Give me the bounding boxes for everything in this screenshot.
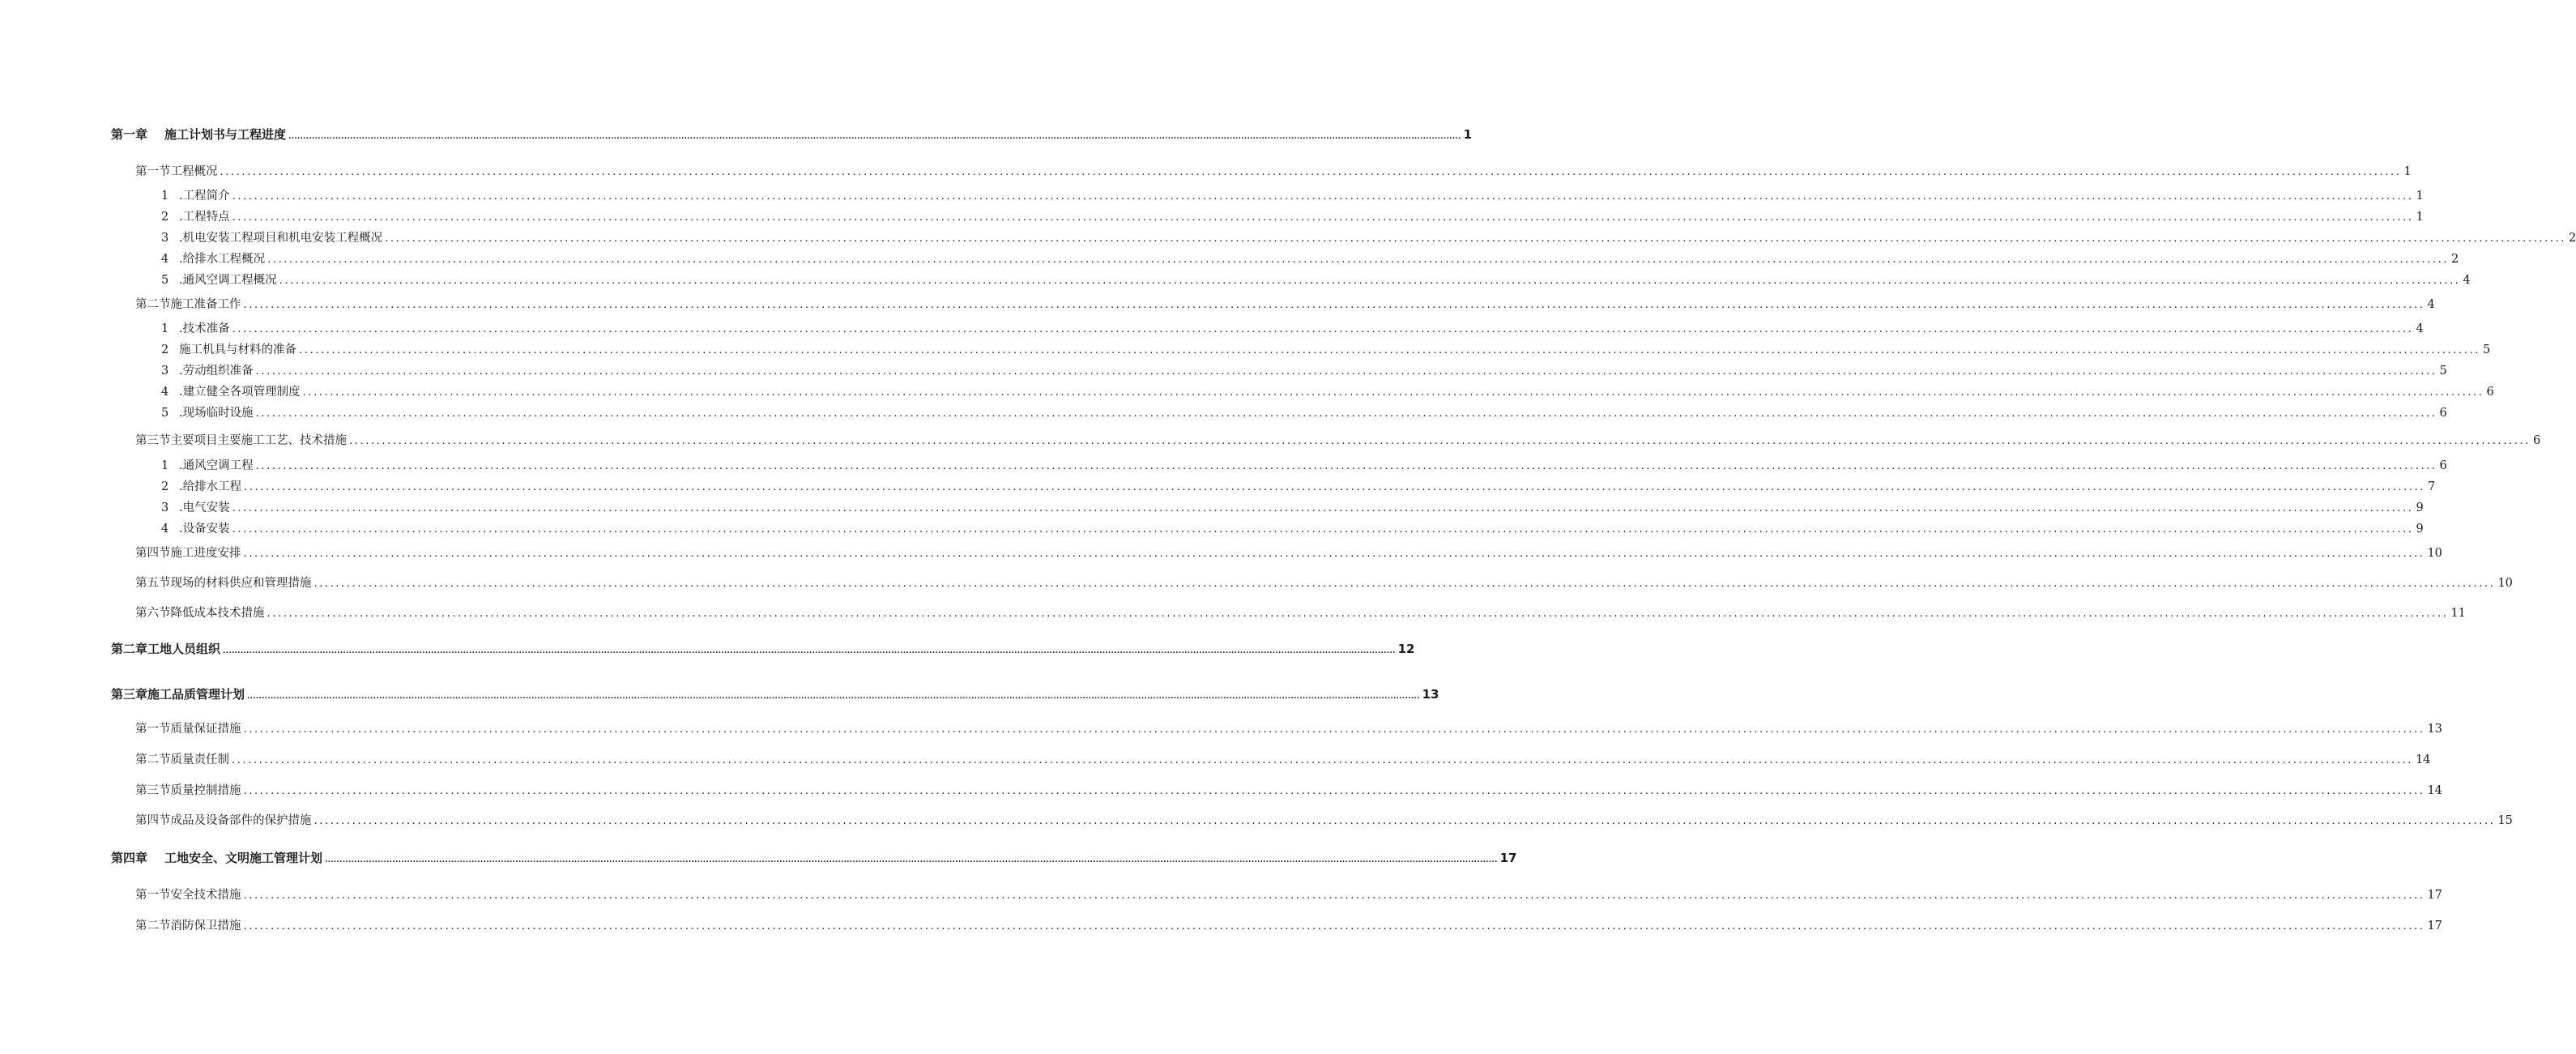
entry-title: 第一节工程概况 — [135, 165, 218, 178]
page-number: 14 — [2427, 784, 2442, 797]
page-number: 5 — [2439, 365, 2447, 378]
entry-title: 第四节施工进度安排 — [135, 547, 241, 560]
toc-entry-label — [161, 519, 230, 536]
toc-entry-item[interactable] — [161, 403, 2447, 420]
entry-title: 第六节降低成本技术措施 — [135, 607, 265, 620]
page-number: 1 — [2416, 211, 2424, 224]
dot-leader: ................................................................................................................................................................................................................................................................................................................................................................................................................ — [385, 233, 2567, 245]
toc-entry-label — [161, 271, 277, 288]
entry-title: 施工机具与材料的准备 — [179, 344, 296, 356]
dot-leader: ................................................................................................................................................................................................................................................................................................................................................................................................................ — [243, 548, 2425, 560]
dot-leader: ................................................................................................................................................................................................................................................................................................................................................................................................................ — [243, 723, 2425, 736]
toc-entry-label — [135, 604, 265, 621]
item-number: 4 — [161, 253, 169, 266]
entry-title: .技术准备 — [179, 322, 230, 335]
toc-entry-item[interactable] — [161, 186, 2424, 203]
toc-entry-label — [161, 382, 301, 399]
dot-leader: ................................................................................................................................................................................................................................................................................................................................................................................................................ — [302, 386, 2484, 399]
toc-entry-label — [161, 207, 230, 224]
entry-title: 第一节安全技术措施 — [135, 889, 241, 902]
dot-leader: ................................................................................................................................................................................................................................................................................................................................................................................................................ — [243, 920, 2425, 932]
entry-title: .机电安装工程项目和机电安装工程概况 — [179, 232, 383, 245]
entry-title: .劳动组织准备 — [179, 365, 254, 378]
toc-entry-item[interactable] — [161, 456, 2447, 473]
page-number: 15 — [2497, 814, 2513, 827]
page-number: 6 — [2439, 459, 2447, 472]
dot-leader: ................................................................................................................................................................................................................................................................................................................................................................................................................ — [232, 190, 2414, 203]
entry-title: 第四节成品及设备部件的保护措施 — [135, 814, 312, 827]
toc-entry-label — [135, 544, 241, 561]
page-number: 7 — [2428, 480, 2436, 493]
toc-entry-label — [161, 361, 254, 378]
toc-entry-label — [135, 750, 229, 767]
item-number: 1 — [161, 322, 169, 335]
entry-title: 第五节现场的材料供应和管理措施 — [135, 577, 312, 590]
dot-leader: ................................................................................................................................................................................................................................................................................................................................................................................................................ — [255, 408, 2437, 420]
entry-title: .给排水工程概况 — [179, 253, 266, 266]
dot-leader: ................................................................................................................................................................................................................................................................................................................................................................................................................ — [279, 275, 2461, 287]
toc-entry-section[interactable] — [135, 781, 2442, 798]
chapter-number: 第四章 — [111, 851, 148, 865]
dot-leader: ................................................................................................................................................................................................................................................................................................................................................................................................................ — [243, 890, 2425, 902]
dot-leader: ................................................................................................................................................................................................................................................................................................................................................................................................................ — [232, 523, 2414, 536]
page-number: 10 — [2427, 547, 2442, 560]
toc-entry-section[interactable] — [135, 295, 2435, 312]
toc-entry-label — [161, 477, 241, 494]
toc-entry-label — [135, 885, 241, 903]
dot-leader: ................................................................................................................................................................................................................................................................................................................................................................................................................ — [255, 365, 2437, 378]
entry-title: .设备安装 — [179, 523, 230, 536]
entry-title: .工程特点 — [179, 211, 230, 224]
toc-entry-label — [135, 431, 347, 448]
toc-entry-item[interactable] — [161, 319, 2424, 336]
item-number: 2 — [161, 480, 169, 493]
toc-entry-section[interactable] — [135, 574, 2513, 591]
page-number: 11 — [2450, 607, 2466, 620]
page-number: 4 — [2416, 322, 2424, 335]
page-number: 6 — [2439, 407, 2447, 420]
toc-entry-label — [111, 640, 220, 657]
page-number: 1 — [2403, 165, 2412, 178]
toc-entry-chapter[interactable] — [111, 126, 1473, 143]
page-number: 9 — [2416, 523, 2424, 536]
entry-title: 施工计划书与工程进度 — [164, 127, 287, 142]
chapter-number: 第一章 — [111, 127, 148, 142]
page-number: 5 — [2482, 344, 2491, 356]
dot-leader: ................................................................................................................................................................................................................................................................................................................................................................................................................ — [243, 785, 2425, 797]
toc-entry-section[interactable] — [135, 750, 2431, 767]
dot-leader: ................................................................................................................................................................................................................................................................................................................................................................................................................ — [220, 166, 2402, 178]
dot-leader: ................................................................................................................................................................................................................................................................................................................................................................................................................ — [232, 502, 2414, 514]
toc-entry-section[interactable] — [135, 604, 2466, 621]
toc-entry-label — [135, 916, 241, 933]
entry-title: 第三章施工品质管理计划 — [111, 687, 245, 702]
entry-title: .现场临时设施 — [179, 407, 254, 420]
toc-entry-item[interactable] — [161, 271, 2471, 288]
toc-entry-section[interactable] — [135, 162, 2412, 179]
dot-leader: ................................................................................................................................................................................................................................................................................................................................................................................................................ — [313, 578, 2496, 590]
page-number: 13 — [2427, 723, 2442, 736]
page-number: 17 — [2427, 889, 2442, 902]
page-number: 2 — [2451, 253, 2459, 266]
dot-leader: ................................................................................................................................................................................................................................................................................................................................................................................................................ — [349, 435, 2531, 447]
toc-entry-chapter[interactable] — [111, 849, 1517, 866]
item-number: 2 — [161, 344, 169, 356]
toc-entry-item[interactable] — [161, 477, 2436, 494]
entry-title: 第二章工地人员组织 — [111, 642, 221, 656]
item-number: 1 — [161, 190, 169, 203]
entry-title: 第一节质量保证措施 — [135, 723, 241, 736]
page-number: 13 — [1422, 687, 1439, 702]
page-number: 4 — [2463, 274, 2471, 287]
page-number: 6 — [2486, 386, 2494, 399]
entry-title: 工地安全、文明施工管理计划 — [164, 851, 323, 865]
page-number: 1 — [2416, 190, 2424, 203]
item-number: 5 — [161, 274, 169, 287]
toc-entry-label — [111, 126, 286, 143]
toc-entry-chapter[interactable] — [111, 685, 1439, 702]
item-number: 3 — [161, 501, 169, 514]
page-number: 1 — [1463, 127, 1473, 142]
toc-entry-item[interactable] — [161, 340, 2491, 357]
toc-entry-label — [161, 186, 230, 203]
entry-title: 第二节施工准备工作 — [135, 298, 241, 311]
item-number: 5 — [161, 407, 169, 420]
dot-leader: ................................................................................................................................................................................................................................................................................................................................................................................................................ — [244, 481, 2426, 493]
item-number: 4 — [161, 523, 169, 536]
toc-entry-item[interactable] — [161, 519, 2424, 536]
page-number: 10 — [2497, 577, 2513, 590]
toc-entry-label — [135, 781, 241, 798]
entry-title: .给排水工程 — [179, 480, 242, 493]
toc-entry-section[interactable] — [135, 544, 2442, 561]
toc-entry-item[interactable] — [161, 207, 2424, 224]
dot-leader: ................................................................................................................................................................................................................................................................................................................................................................................................................ — [267, 608, 2449, 620]
item-number: 3 — [161, 365, 169, 378]
toc-entry-label — [161, 340, 296, 357]
toc-entry-label — [111, 849, 322, 866]
entry-title: .通风空调工程概况 — [179, 274, 277, 287]
dot-leader: ................................................................................................................................................................................................................................................................................................................................................................................................................ — [288, 133, 1461, 141]
entry-title: 第二节消防保卫措施 — [135, 920, 241, 932]
dot-leader: ................................................................................................................................................................................................................................................................................................................................................................................................................ — [232, 211, 2414, 224]
page-number: 17 — [1499, 851, 1517, 865]
dot-leader: ................................................................................................................................................................................................................................................................................................................................................................................................................ — [247, 693, 1420, 701]
dot-leader: ................................................................................................................................................................................................................................................................................................................................................................................................................ — [313, 815, 2496, 827]
toc-entry-label — [161, 403, 254, 420]
toc-entry-item[interactable] — [161, 250, 2459, 267]
entry-title: .通风空调工程 — [179, 459, 254, 472]
toc-entry-label — [135, 295, 241, 312]
entry-title: .电气安装 — [179, 501, 230, 514]
toc-entry-label — [135, 574, 312, 591]
toc-entry-item[interactable] — [161, 498, 2424, 515]
dot-leader: ................................................................................................................................................................................................................................................................................................................................................................................................................ — [299, 344, 2480, 356]
page-number: 6 — [2532, 434, 2541, 447]
toc-entry-chapter[interactable] — [111, 640, 1415, 657]
page-number: 17 — [2427, 920, 2442, 932]
toc-entry-item[interactable] — [161, 361, 2447, 378]
toc-entry-label — [161, 319, 230, 336]
dot-leader: ................................................................................................................................................................................................................................................................................................................................................................................................................ — [243, 299, 2425, 311]
entry-title: 第二节质量责任制 — [135, 753, 229, 766]
page-number: 12 — [1397, 642, 1415, 656]
toc-entry-label — [111, 685, 245, 702]
toc-entry-label — [161, 498, 230, 515]
toc-entry-label — [135, 162, 218, 179]
item-number: 1 — [161, 459, 169, 472]
entry-title: 第三节质量控制措施 — [135, 784, 241, 797]
dot-leader: ................................................................................................................................................................................................................................................................................................................................................................................................................ — [255, 460, 2437, 472]
entry-title: .工程简介 — [179, 190, 230, 203]
toc-entry-section[interactable] — [135, 885, 2442, 903]
page-number: 4 — [2427, 298, 2435, 311]
dot-leader: ................................................................................................................................................................................................................................................................................................................................................................................................................ — [325, 856, 1498, 864]
toc-entry-section[interactable] — [135, 811, 2513, 828]
item-number: 4 — [161, 386, 169, 399]
page-number: 14 — [2415, 753, 2431, 766]
toc-entry-label — [161, 228, 382, 245]
toc-entry-label — [161, 456, 254, 473]
dot-leader: ................................................................................................................................................................................................................................................................................................................................................................................................................ — [223, 647, 1396, 655]
entry-title: 第三节主要项目主要施工工艺、技术措施 — [135, 434, 347, 447]
toc-entry-section[interactable] — [135, 719, 2442, 736]
toc-entry-item[interactable] — [161, 382, 2494, 399]
item-number: 3 — [161, 232, 169, 245]
page-number: 2 — [2569, 232, 2576, 245]
item-number: 2 — [161, 211, 169, 224]
toc-entry-label — [161, 250, 265, 267]
dot-leader: ................................................................................................................................................................................................................................................................................................................................................................................................................ — [232, 754, 2413, 766]
toc-entry-item[interactable] — [161, 228, 2576, 245]
toc-entry-section[interactable] — [135, 431, 2541, 448]
toc-entry-section[interactable] — [135, 916, 2442, 933]
dot-leader: ................................................................................................................................................................................................................................................................................................................................................................................................................ — [267, 254, 2450, 266]
page-number: 9 — [2416, 501, 2424, 514]
entry-title: .建立健全各项管理制度 — [179, 386, 301, 399]
toc-entry-label — [135, 719, 241, 736]
dot-leader: ................................................................................................................................................................................................................................................................................................................................................................................................................ — [232, 323, 2414, 335]
toc-entry-label — [135, 811, 312, 828]
